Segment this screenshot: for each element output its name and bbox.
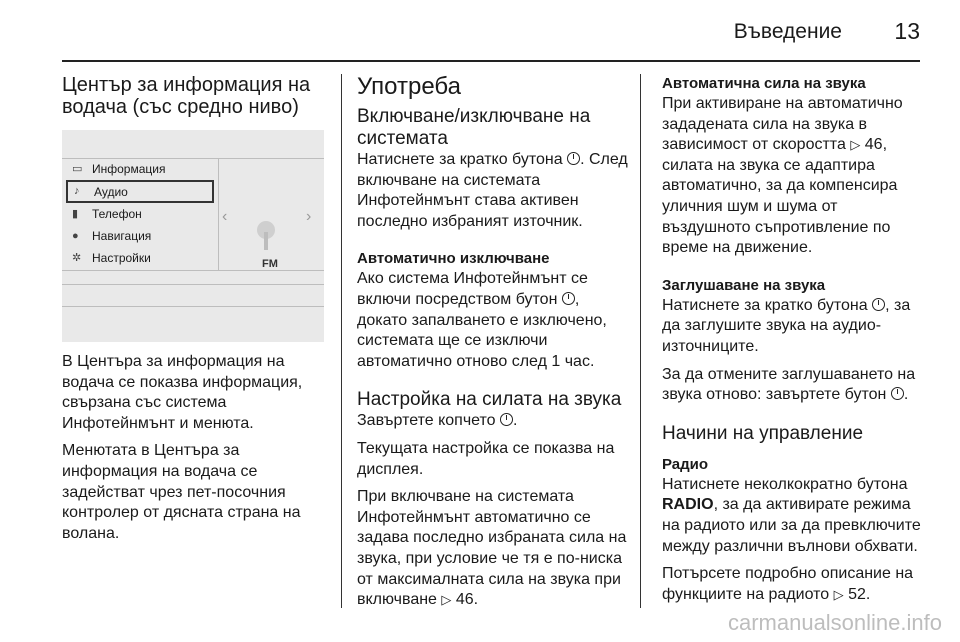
paragraph: Менютата в Центъра за информация на водача се задействат чрез пет-посочния контролер от дясната страна на волана.	[62, 442, 301, 542]
column-divider	[640, 74, 641, 608]
screen-divider	[62, 306, 324, 307]
section-heading: Център за информация на водача (със средно ниво)	[62, 74, 311, 118]
phone-icon: ▮	[72, 207, 79, 220]
paragraph: Завъртете копчето .	[357, 412, 518, 430]
menu-item-label: Аудио	[94, 184, 128, 199]
menu-item-label: Информация	[92, 162, 166, 176]
paragraph-text: Натиснете за кратко бутона	[662, 296, 868, 314]
power-knob-icon	[500, 413, 513, 426]
paragraph: Текущата настройка се показва на дисплея.	[357, 439, 615, 478]
paragraph	[662, 564, 924, 605]
radio-antenna-icon	[252, 218, 280, 252]
subsection-heading: Автоматична сила на звука	[662, 75, 866, 92]
source-label: FM	[262, 258, 278, 270]
paragraph	[662, 296, 924, 358]
menu-item-label: Телефон	[92, 207, 142, 221]
watermark: carmanualsonline.info	[727, 610, 942, 635]
power-knob-icon	[562, 292, 575, 305]
column-1-text	[62, 352, 332, 551]
power-knob-icon	[891, 387, 904, 400]
paragraph-text: След включване на системата Инфотейнмънт става активен последно избраният източник.	[357, 151, 628, 230]
paragraph-text: Натиснете неколкократно бутона	[662, 475, 908, 493]
paragraph: В Центъра за информация на водача се показва информация, свързана със система Инфотейнмънт и менюта.	[62, 353, 303, 432]
paragraph-text: , за да активирате режима на радиото или за да превключите между различни вълнови обхвати.	[662, 496, 921, 555]
power-knob-icon	[567, 152, 580, 165]
chevron-right-icon: ›	[306, 208, 312, 225]
screen-divider	[62, 284, 324, 285]
paragraph-text: За да отмените заглушаването на звука отново: завъртете бутон	[662, 365, 916, 404]
header-rule	[62, 60, 920, 62]
menu-item-info	[66, 158, 216, 180]
paragraph-text: При включване на системата Инфотейнмънт автоматично се задава последно избраната сила на звука, при условие че тя е по-ниска от максималната сила на звука при включване	[357, 488, 627, 609]
paragraph-text: , за да заглушите звука на аудио-източниците.	[662, 296, 911, 355]
paragraph	[357, 487, 629, 611]
chapter-title: Въведение	[733, 20, 842, 43]
chevron-left-icon: ‹	[222, 208, 228, 225]
paragraph-text: Ако система Инфотейнмънт се включи посредством бутон	[357, 270, 588, 308]
subsection-heading: Радио	[662, 455, 709, 473]
page-reference-icon: ▷	[850, 137, 861, 153]
audio-icon: ♪	[74, 185, 80, 197]
page-reference: 46,	[864, 136, 888, 154]
page-reference-icon: ▷	[441, 592, 452, 608]
menu-item-phone	[66, 203, 216, 225]
paragraph-text: силата на звука се адаптира автоматично, за да компенсира уличния шум и шума от въздушното съпротивление по време на движение.	[662, 156, 898, 257]
paragraph-text: Потърсете подробно описание на функциите на радиото	[662, 565, 914, 603]
paragraph: За да отмените заглушаването на звука отново: завъртете бутон .	[662, 365, 916, 404]
page-number: 13	[894, 18, 920, 44]
menu-item-label: Настройки	[92, 251, 151, 265]
menu-item-settings	[66, 247, 216, 269]
subsection-heading: Автоматично изключване	[357, 250, 550, 268]
menu-item-navigation	[66, 225, 216, 247]
paragraph	[662, 94, 924, 259]
menu-item-label: Навигация	[92, 229, 152, 243]
screen-divider	[62, 270, 324, 271]
subsection-heading: Включване/изключване на системата	[357, 106, 591, 149]
page-reference-icon: ▷	[833, 586, 844, 602]
screen-menu	[66, 158, 216, 269]
navigation-icon: ●	[72, 229, 79, 242]
paragraph-text: Натиснете за кратко бутона	[357, 151, 563, 168]
subsection-heading: Заглушаване на звука	[662, 276, 826, 294]
section-heading: Начини на управление	[662, 422, 864, 444]
column-3	[662, 74, 924, 612]
menu-item-audio	[66, 180, 214, 203]
paragraph-text: докато запалването е изключено, системата ще се изключи автоматично отново след 1 час.	[357, 311, 607, 370]
driver-info-screen-illustration	[62, 130, 324, 342]
column-divider	[341, 74, 342, 608]
subsection-heading: Настройка на силата на звука	[357, 389, 622, 411]
column-2	[357, 74, 629, 618]
radio-keyword: RADIO	[662, 496, 714, 514]
power-knob-icon	[872, 298, 885, 311]
page-reference: 52.	[848, 585, 871, 603]
settings-icon: ✲	[72, 251, 82, 264]
section-heading: Употреба	[357, 73, 461, 100]
paragraph-text: Завъртете копчето	[357, 412, 496, 430]
column-1	[62, 74, 332, 118]
page-reference: 46.	[455, 591, 479, 609]
paragraph: Ако система Инфотейнмънт се включи посредством бутон , докато запалването е изключено, системата ще се изключи автоматично отново след 1 час.	[357, 270, 607, 370]
paragraph-text: При активиране на автоматично зададената сила на звука в зависимост от скоростта	[662, 95, 903, 154]
paragraph: Натиснете за кратко бутона . След включване на системата Инфотейнмънт става активен последно избраният източник.	[357, 151, 628, 230]
paragraph	[662, 475, 924, 557]
screen-divider	[218, 158, 219, 270]
info-icon: ▭	[72, 162, 83, 175]
